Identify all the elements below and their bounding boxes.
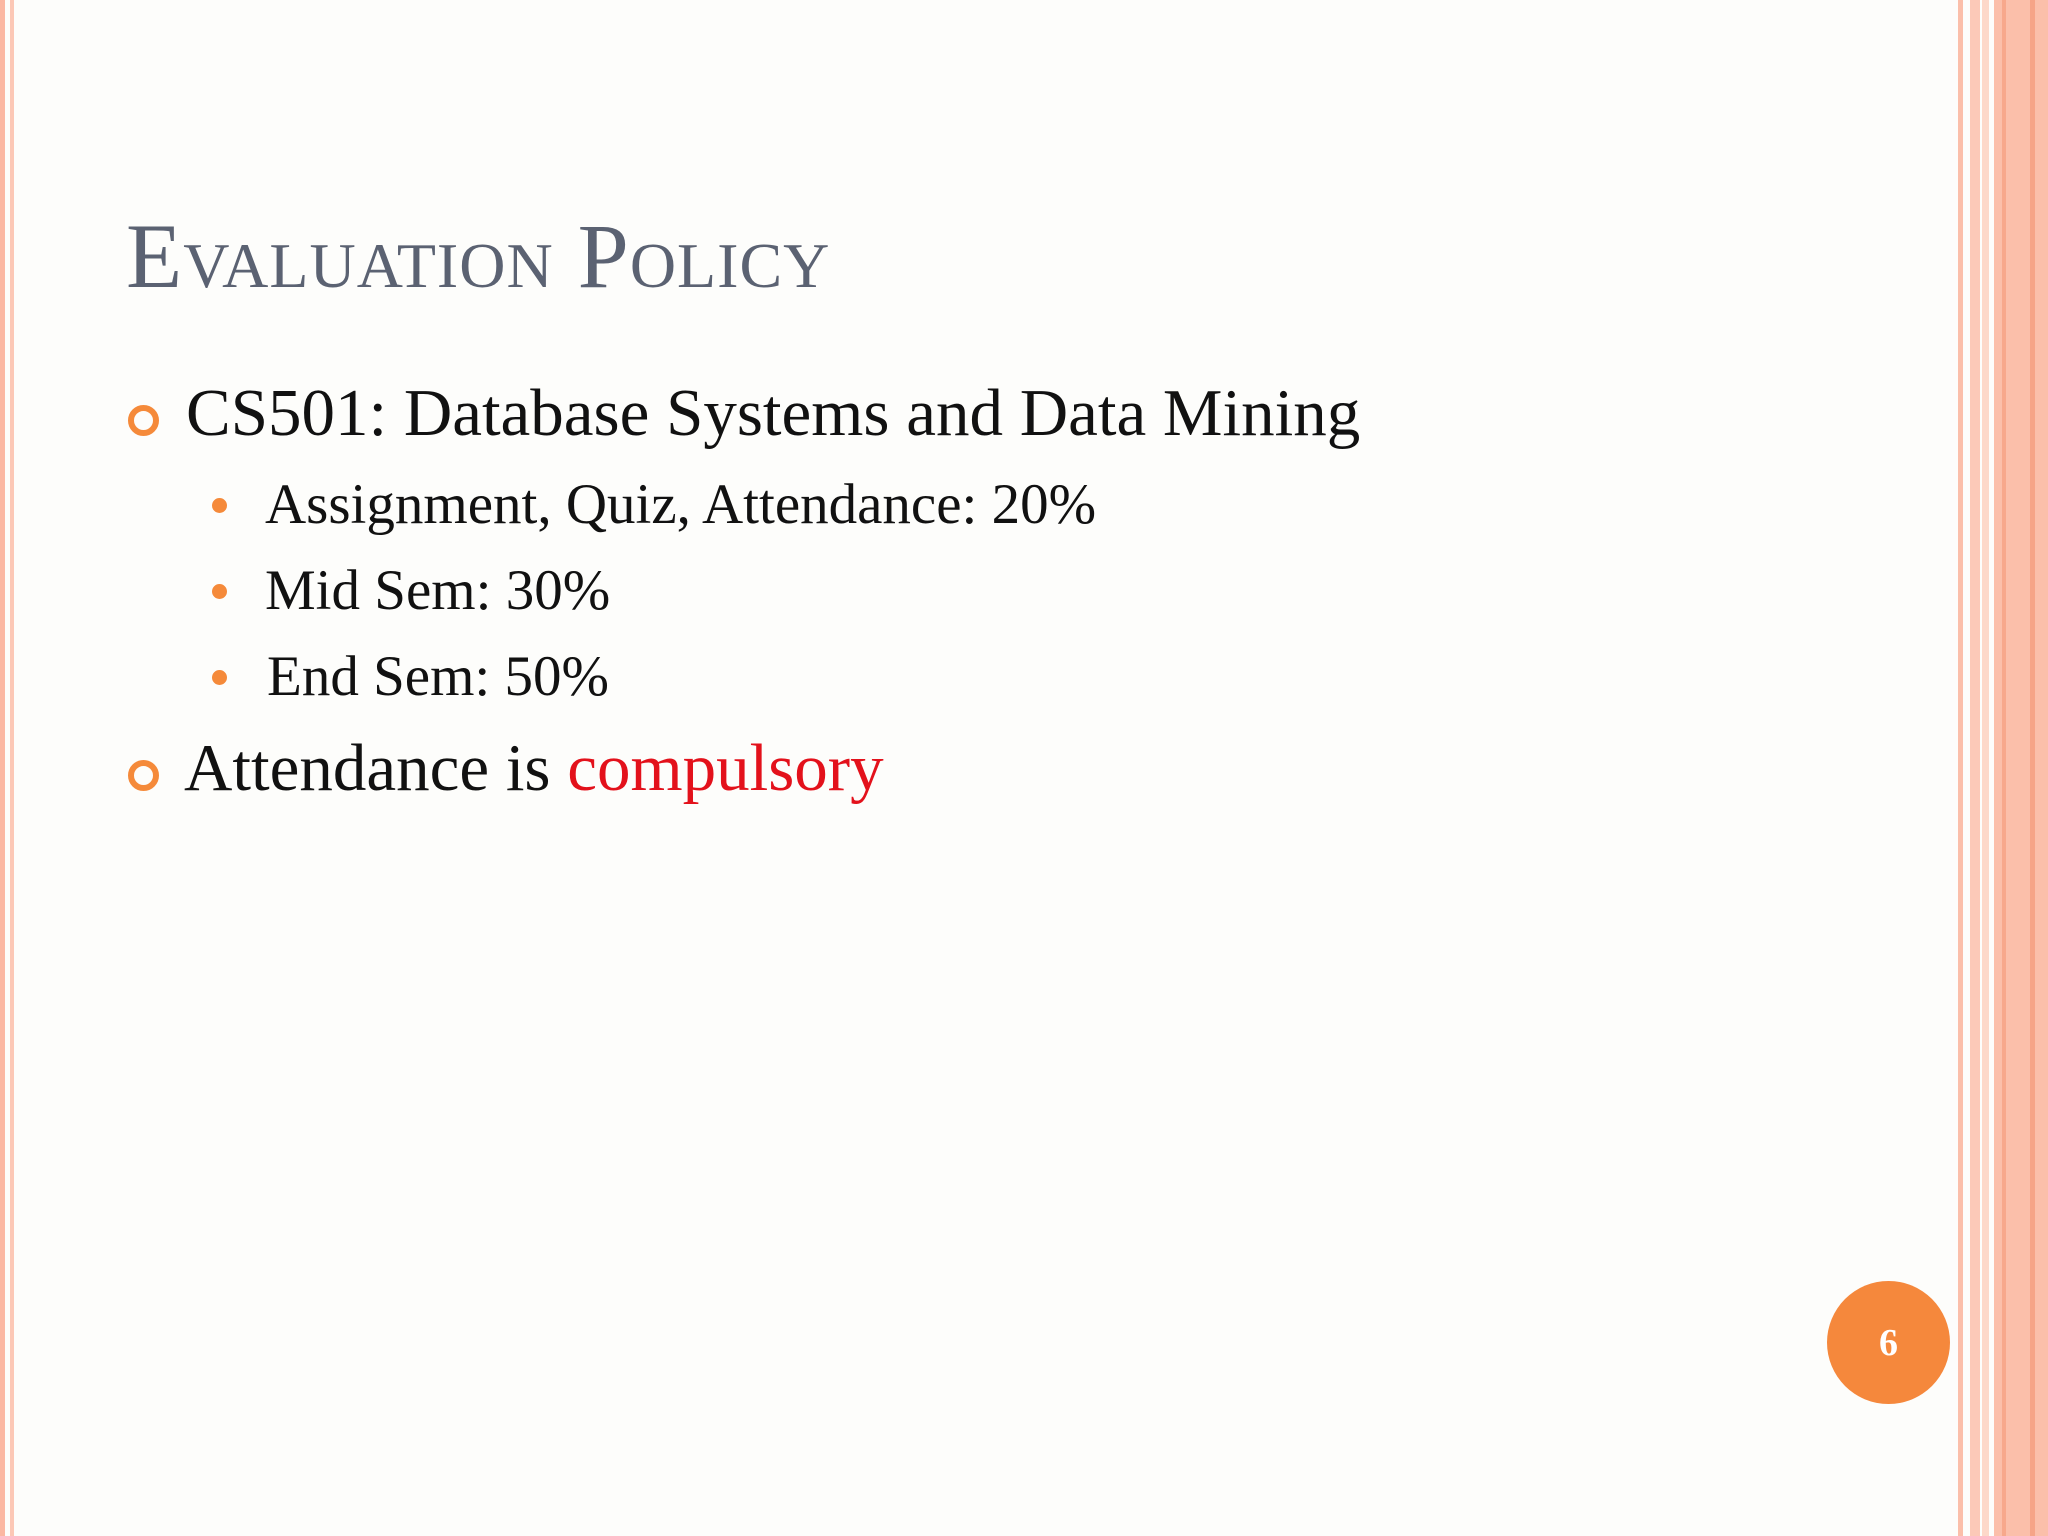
page-number-badge (1827, 1281, 1950, 1404)
left-border-line (0, 0, 5, 1536)
right-border-band-line (2002, 0, 2006, 1536)
dot-bullet-icon (212, 584, 227, 599)
ring-bullet-icon (128, 760, 159, 791)
page-number: 6 (1879, 1321, 1898, 1364)
subitem-assignment: Assignment, Quiz, Attendance: 20% (265, 473, 1097, 536)
ring-bullet-icon (128, 405, 159, 436)
left-border-line (10, 0, 14, 1536)
right-border-line (1958, 0, 1963, 1536)
bullet-course: CS501: Database Systems and Data Mining (186, 376, 1361, 450)
attendance-emphasis: compulsory (567, 731, 884, 805)
bullet-attendance (184, 731, 884, 805)
right-border-line (1982, 0, 1989, 1536)
dot-bullet-icon (212, 670, 227, 685)
right-border-line (1970, 0, 1980, 1536)
subitem-midsem: Mid Sem: 30% (265, 559, 611, 622)
slide-title: Evaluation Policy (126, 205, 831, 307)
right-border-band-line (2030, 0, 2035, 1536)
attendance-text: Attendance is (184, 731, 568, 805)
subitem-endsem: End Sem: 50% (267, 645, 609, 708)
dot-bullet-icon (212, 498, 227, 513)
